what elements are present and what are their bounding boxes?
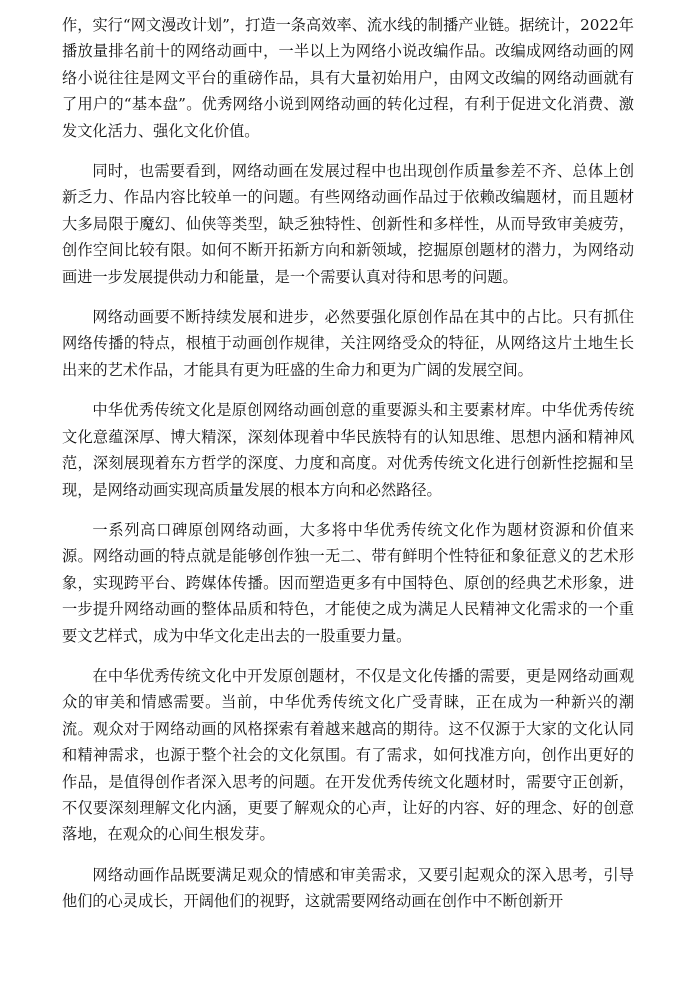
paragraph-3: 网络动画要不断持续发展和进步，必然要强化原创作品在其中的占比。只有抓住网络传播的特点，根植于动画创作规律，关注网络受众的特征，从网络这片土地生长出来的艺术作品，才能具有更为旺盛的生命力和更为广阔的发展空间。 — [62, 308, 634, 379]
paragraph-4: 中华优秀传统文化是原创网络动画创意的重要源头和主要素材库。中华优秀传统文化意蕴深厚、博大精深，深刻体现着中华民族特有的认知思维、思想内涵和精神风范，深刻展现着东方哲学的深度、力度和高度。对优秀传统文化进行创新性挖掘和呈现，是网络动画实现高质量发展的根本方向和必然路径。 — [62, 401, 634, 499]
paragraph-5: 一系列高口碑原创网络动画，大多将中华优秀传统文化作为题材资源和价值来源。网络动画的特点就是能够创作独一无二、带有鲜明个性特征和象征意义的艺术形象，实现跨平台、跨媒体传播。因而塑造更多有中国特色、原创的经典艺术形象，进一步提升网络动画的整体品质和特色，才能使之成为满足人民精神文化需求的一个重要文艺样式，成为中华文化走出去的一股重要力量。 — [62, 520, 634, 645]
paragraph-1: 作，实行“网文漫改计划”，打造一条高效率、流水线的制播产业链。据统计，2022年播放量排名前十的网络动画中，一半以上为网络小说改编作品。改编成网络动画的网络小说往往是网文平台的重磅作品，具有大量初始用户，由网文改编的网络动画就有了用户的“基本盘”。优秀网络小说到网络动画的转化过程，有利于促进文化消费、激发文化活力、强化文化价值。 — [62, 16, 634, 140]
paragraph-7: 网络动画作品既要满足观众的情感和审美需求，又要引起观众的深入思考，引导他们的心灵成长，开阔他们的视野，这就需要网络动画在创作中不断创新开 — [62, 865, 634, 911]
paragraph-2: 同时，也需要看到，网络动画在发展过程中也出现创作质量参差不齐、总体上创新乏力、作品内容比较单一的问题。有些网络动画作品过于依赖改编题材，而且题材大多局限于魔幻、仙侠等类型，缺乏独特性、创新性和多样性，从而导致审美疲劳，创作空间比较有限。如何不断开拓新方向和新领域，挖掘原创题材的潜力，为网络动画进一步发展提供动力和能量，是一个需要认真对待和思考的问题。 — [62, 162, 634, 286]
paragraph-6: 在中华优秀传统文化中开发原创题材，不仅是文化传播的需要，更是网络动画观众的审美和情感需要。当前，中华优秀传统文化广受青睐，正在成为一种新兴的潮流。观众对于网络动画的风格探索有着越来越高的期待。这不仅源于大家的文化认同和精神需求，也源于整个社会的文化氛围。有了需求，如何找准方向，创作出更好的作品，是值得创作者深入思考的问题。在开发优秀传统文化题材时，需要守正创新，不仅要深刻理解文化内涵，更要了解观众的心声，让好的内容、好的理念、好的创意落地，在观众的心间生根发芽。 — [62, 666, 634, 844]
article-body — [62, 12, 634, 929]
